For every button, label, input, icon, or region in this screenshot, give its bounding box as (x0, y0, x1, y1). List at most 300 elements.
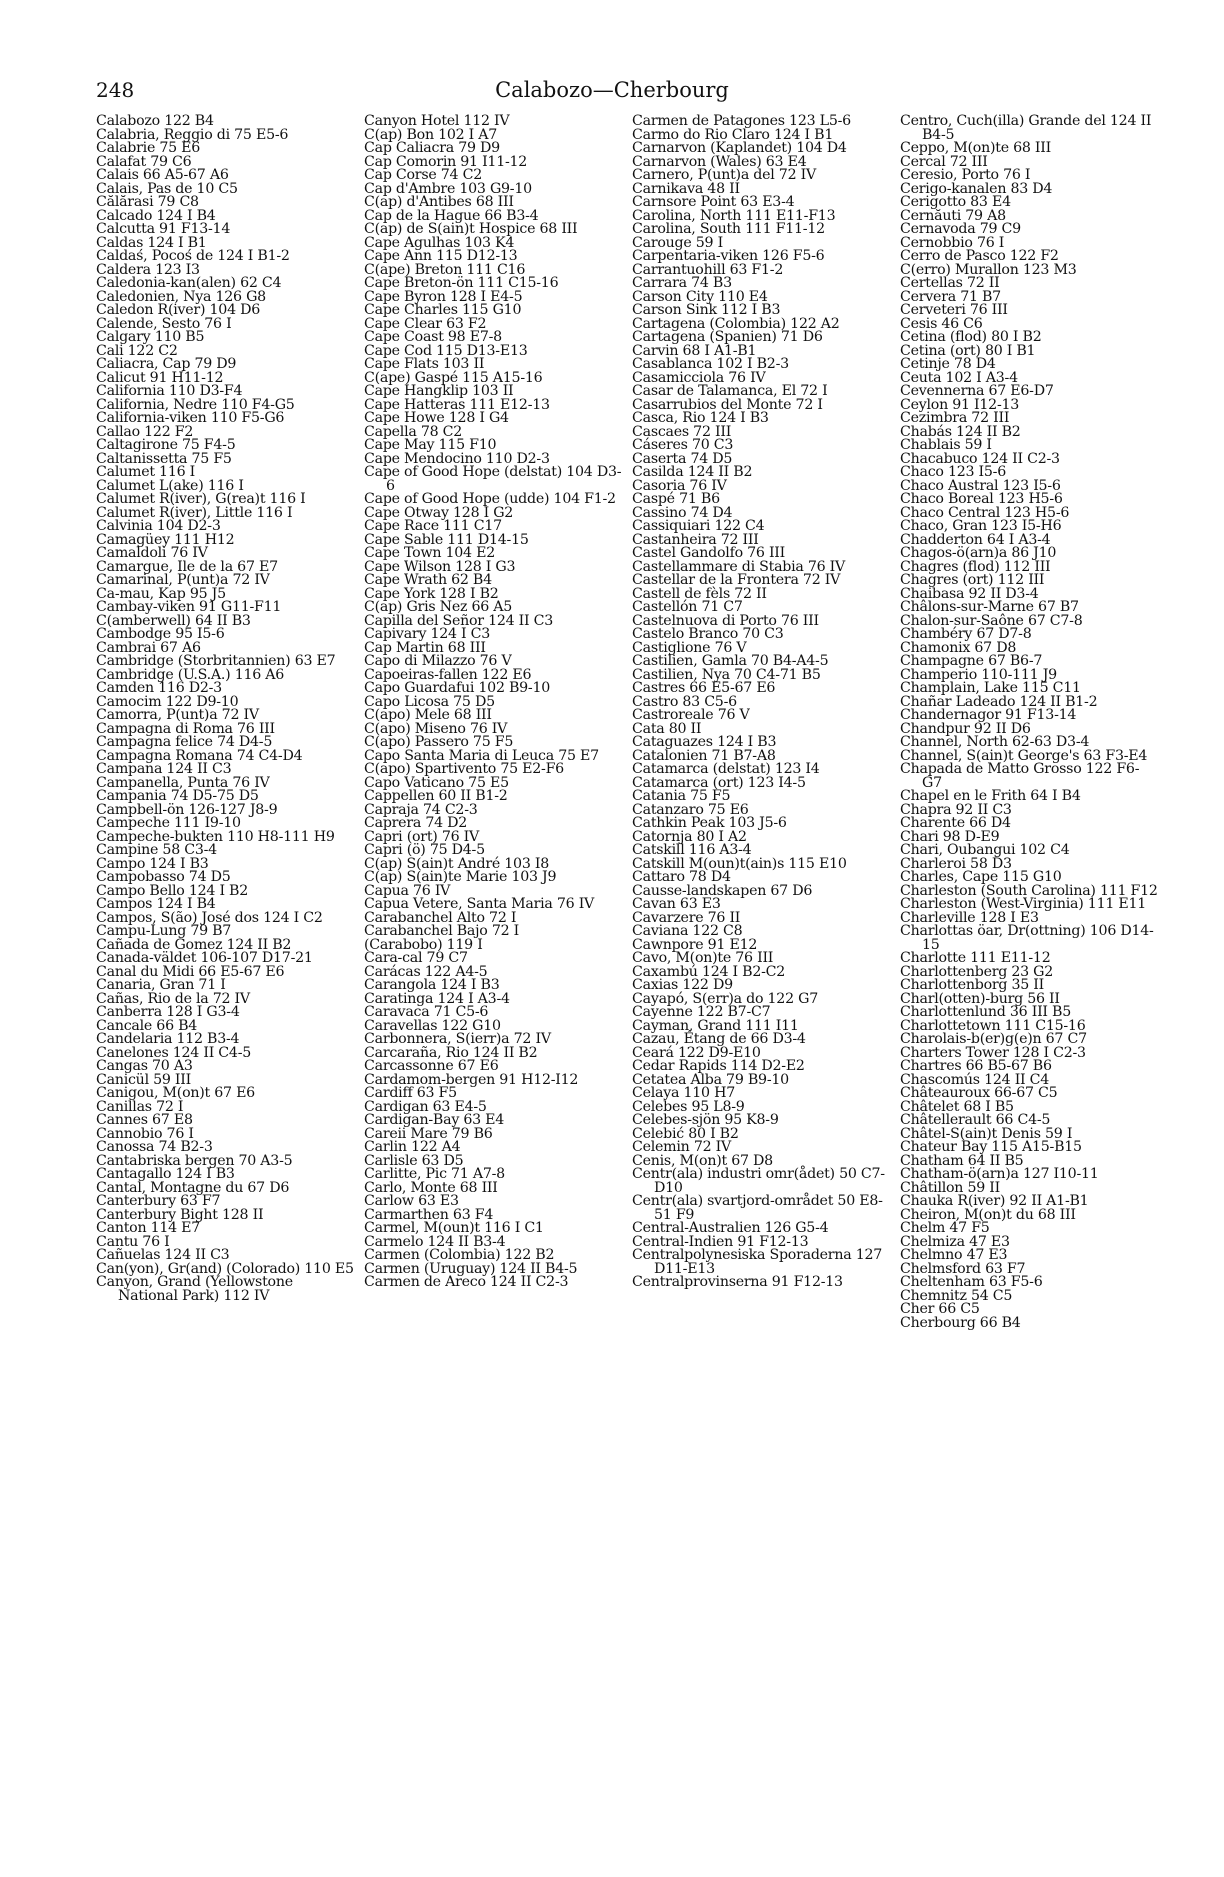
index-entry: Chelmsford 63 F7 (900, 1260, 1026, 1277)
index-entry: Cardigan 63 E4-5 (364, 1098, 487, 1115)
index-entry: Cenis, M(on)t 67 D8 (632, 1152, 773, 1169)
index-entry: Capo Guardafui 102 B9-10 (364, 680, 551, 696)
index-entry: Cheiron, M(on)t du 68 III (900, 1206, 1076, 1223)
index-entry: Calicut 91 H11-12 (96, 369, 224, 386)
index-entry: Carnarvon (Kaplandet) 104 D4 (632, 140, 847, 156)
index-entry: Cape Town 104 E2 (364, 545, 495, 561)
index-entry: Cawnpore 91 E12 (632, 936, 758, 953)
index-entry: Cap Comorin 91 I11-12 (364, 153, 528, 170)
index-entry: Cetina (flod) 80 I B2 (900, 329, 1042, 345)
index-entry: Chelm 47 F5 (900, 1220, 990, 1236)
index-entry: Cherbourg 66 B4 (900, 1314, 1021, 1331)
index-entry: (Carabobo) 119 I (364, 936, 483, 953)
index-entry: Campos, S(ão) José dos 124 I C2 (96, 909, 323, 926)
index-entry: Cape Sable 111 D14-15 (364, 531, 529, 548)
index-entry: Calumet L(ake) 116 I (96, 477, 244, 494)
index-entry: Centralprovinserna 91 F12-13 (632, 1274, 843, 1290)
index-entry: Cathkin Peak 103 J5-6 (632, 815, 787, 831)
index-entry: Caratinga 124 I A3-4 (364, 990, 510, 1007)
index-entry: Cernobbio 76 I (900, 234, 1005, 251)
index-entry: Cali 122 C2 (96, 342, 178, 359)
index-entry: Carangola 124 I B3 (364, 977, 500, 993)
index-entry: Centro, Cuch(illa) Grande del 124 II B4-5 (900, 113, 1152, 143)
index-entry: Callao 122 F2 (96, 423, 194, 440)
index-entry: Cartagena (Spanien) 71 D6 (632, 329, 823, 345)
index-entry: Cayman, Grand 111 I11 (632, 1017, 799, 1034)
index-entry: Cantabriska bergen 70 A3-5 (96, 1152, 293, 1169)
index-entry: Cantu 76 I (96, 1233, 170, 1250)
index-entry: Catalonien 71 B7-A8 (632, 747, 776, 764)
index-entry: Catania 75 F5 (632, 788, 731, 804)
index-entry: Ca-mau, Kap 95 J5 (96, 585, 226, 602)
index-entry: Capella 78 C2 (364, 423, 463, 440)
index-entry: Carmarthen 63 F4 (364, 1206, 494, 1223)
index-entry: Cataguazes 124 I B3 (632, 734, 777, 750)
index-entry: Carmen de Patagones 123 L5-6 (632, 113, 851, 129)
index-entry: Cazau, Étang de 66 D3-4 (632, 1031, 806, 1047)
index-entry: Casamicciola 76 IV (632, 369, 766, 386)
index-entry: C(ap) Gris Nez 66 A5 (364, 599, 513, 615)
index-entry: Caliacra, Cap 79 D9 (96, 356, 237, 372)
index-entry: Celebić 80 I B2 (632, 1125, 739, 1142)
index-entry: C(ap) de S(ain)t Hospice 68 III (364, 221, 578, 237)
index-entry: Cape of Good Hope (udde) 104 F1-2 (364, 491, 616, 507)
index-entry: Chaco Boreal 123 H5-6 (900, 491, 1063, 507)
index-entry: Cerigo-kanalen 83 D4 (900, 180, 1053, 197)
index-entry: Cañas, Rio de la 72 IV (96, 990, 250, 1007)
index-entry: Canillas 72 I (96, 1098, 184, 1115)
index-entry: Cambrai 67 A6 (96, 639, 201, 656)
index-entry: Careii Mare 79 B6 (364, 1125, 493, 1142)
index-entry: Castres 66 E5-67 E6 (632, 680, 776, 696)
index-entry: Charleston (South Carolina) 111 F12 (900, 882, 1158, 899)
index-entry: Caxambú 124 I B2-C2 (632, 963, 786, 980)
index-entry: Chagos-ö(arn)a 86 J10 (900, 545, 1057, 561)
index-entry: Charlotte 111 E11-12 (900, 950, 1051, 966)
index-entry: Carvin 68 I A1-B1 (632, 342, 757, 359)
index-entry: Charlottenborg 35 II (900, 977, 1045, 993)
index-entry: Cannobio 76 I (96, 1125, 194, 1142)
index-entry: Capraja 74 C2-3 (364, 801, 478, 818)
index-entry: Campo Bello 124 I B2 (96, 882, 249, 899)
index-entry: Cap Caliacra 79 D9 (364, 140, 500, 156)
index-entry: Calumet 116 I (96, 464, 195, 480)
index-entry: Channel, North 62-63 D3-4 (900, 734, 1090, 750)
index-entry: Carmelo 124 II B3-4 (364, 1233, 506, 1250)
index-entry: Cambridge (U.S.A.) 116 A6 (96, 666, 285, 683)
index-entry: Calumet R(iver), Little 116 I (96, 504, 293, 521)
index-entry: Carabanchel Bajo 72 I (364, 923, 520, 939)
index-entry: Caxias 122 D9 (632, 977, 733, 993)
index-entry: Charlottas öar, Dr(ottning) 106 D14-15 (900, 923, 1154, 953)
index-entry: Caravaca 71 C5-6 (364, 1004, 489, 1020)
index-entry: Cervera 71 B7 (900, 288, 1001, 305)
index-entry: Charlottenlund 36 III B5 (900, 1004, 1071, 1020)
index-entry: Capri (ö) 75 D4-5 (364, 842, 485, 858)
index-entry: Charlottenberg 23 G2 (900, 963, 1054, 980)
index-entry: Chalon-sur-Saône 67 C7-8 (900, 612, 1083, 629)
index-entry: California, Nedre 110 F4-G5 (96, 396, 295, 413)
index-entry: Carolina, North 111 E11-F13 (632, 207, 836, 224)
index-entry: Central-Australien 126 G5-4 (632, 1220, 829, 1236)
index-entry: C(apo) Mele 68 III (364, 707, 492, 723)
index-entry: Cayenne 122 B7-C7 (632, 1004, 771, 1020)
index-entry: Carmo do Rio Claro 124 I B1 (632, 126, 834, 143)
index-entry: Capoeiras-fallen 122 E6 (364, 666, 532, 683)
index-entry: Cesis 46 C6 (900, 315, 983, 332)
index-entry: Capo di Milazzo 76 V (364, 653, 512, 669)
index-entry: Celebes-sjön 95 K8-9 (632, 1112, 779, 1128)
index-entry: Causse-landskapen 67 D6 (632, 882, 813, 899)
index-entry: Carnikava 48 II (632, 180, 740, 197)
index-entry: Cattaro 78 D4 (632, 869, 731, 885)
index-entry: Carnsore Point 63 E3-4 (632, 194, 795, 210)
index-entry: Canossa 74 B2-3 (96, 1139, 213, 1155)
index-entry: Capo Licosa 75 D5 (364, 693, 495, 710)
index-entry: Casablanca 102 I B2-3 (632, 356, 789, 372)
index-entry: Carrantuohill 63 F1-2 (632, 261, 784, 278)
index-entry: Caldaś, Pocoś de 124 I B1-2 (96, 248, 290, 264)
index-entry: Caltanissetta 75 F5 (96, 450, 232, 467)
index-entry: Casarrubios del Monte 72 I (632, 396, 823, 413)
index-entry: Caledon R(iver) 104 D6 (96, 302, 261, 318)
index-entry: Châtillon 59 II (900, 1179, 1000, 1196)
index-entry: Castelo Branco 70 C3 (632, 626, 784, 642)
index-entry: Carson City 110 E4 (632, 288, 768, 305)
index-entry: C(ap) S(ain)te Marie 103 J9 (364, 869, 557, 885)
index-entry: C(ap) Bon 102 I A7 (364, 126, 498, 143)
index-entry: Cangas 70 A3 (96, 1058, 193, 1074)
index-entry: Charente 66 D4 (900, 815, 1011, 831)
index-entry: Cape Clear 63 F2 (364, 315, 487, 332)
index-entry: Cambridge (Storbritannien) 63 E7 (96, 653, 336, 669)
index-entry: Campania 74 D5-75 D5 (96, 788, 259, 804)
index-entry: Cape Byron 128 I E4-5 (364, 288, 523, 305)
index-entry: Chateur Bay 115 A15-B15 (900, 1139, 1082, 1155)
index-entry: Castilien, Nya 70 C4-71 B5 (632, 666, 821, 683)
index-entry: Calgary 110 B5 (96, 329, 205, 345)
index-entry: Central-Indien 91 F12-13 (632, 1233, 809, 1250)
index-entry: Carson Sink 112 I B3 (632, 302, 781, 318)
index-entry: Calvinia 104 D2-3 (96, 518, 221, 534)
index-entry: Channel, S(ain)t George's 63 F3-E4 (900, 747, 1148, 764)
index-entry: Cape Agulhas 103 K4 (364, 234, 515, 251)
index-entry: Charleroi 58 D3 (900, 855, 1012, 872)
index-entry: Carlitte, Pic 71 A7-8 (364, 1166, 505, 1182)
index-entry: Cape Race 111 C17 (364, 518, 502, 534)
index-entry: Châlons-sur-Marne 67 B7 (900, 599, 1079, 615)
index-entry: Cernavoda 79 C9 (900, 221, 1021, 237)
index-entry: Calumet R(iver), G(rea)t 116 I (96, 491, 306, 507)
index-entry: Castro 83 C5-6 (632, 693, 737, 710)
index-entry: Caledonien, Nya 126 G8 (96, 288, 266, 305)
index-entry: Catornja 80 I A2 (632, 828, 747, 845)
index-entry: Campagna di Roma 76 III (96, 720, 275, 737)
index-entry: Canal du Midi 66 E5-67 E6 (96, 963, 285, 980)
index-entry: Cassino 74 D4 (632, 504, 733, 521)
index-entry: Cape of Good Hope (delstat) 104 D3-6 (364, 464, 622, 494)
index-entry: Canaria, Gran 71 I (96, 977, 226, 993)
index-entry: Cantagallo 124 I B3 (96, 1166, 235, 1182)
index-entry: Canada-väldet 106-107 D17-21 (96, 950, 313, 966)
index-entry: Cavo, M(on)te 76 III (632, 950, 774, 966)
index-entry: Cher 66 C5 (900, 1301, 980, 1317)
index-entry: Canberra 128 I G3-4 (96, 1004, 240, 1020)
index-entry: Carrara 74 B3 (632, 275, 732, 291)
index-entry: Cata 80 II (632, 720, 702, 737)
index-entry: Cape Wrath 62 B4 (364, 572, 492, 588)
index-entry: Canicül 59 III (96, 1071, 191, 1088)
index-entry: Chaco, Gran 123 I5-H6 (900, 518, 1062, 534)
index-entry: Champerio 110-111 J9 (900, 666, 1057, 683)
index-entry: Capilla del Señor 124 II C3 (364, 612, 554, 629)
index-entry: Calafat 79 C6 (96, 153, 192, 170)
index-entry: Ceppo, M(on)te 68 III (900, 140, 1051, 156)
index-entry: Charl(otten)-burg 56 II (900, 990, 1060, 1007)
index-entry: Cara-cal 79 C7 (364, 950, 468, 966)
index-entry: Campobasso 74 D5 (96, 869, 231, 885)
index-entry: Cape Mendocino 110 D2-3 (364, 450, 550, 467)
index-entry: Caravellas 122 G10 (364, 1017, 501, 1034)
index-entry: Cheltenham 63 F5-6 (900, 1274, 1043, 1290)
index-entry: Chandpur 92 II D6 (900, 720, 1031, 737)
index-entry: Capivary 124 I C3 (364, 626, 491, 642)
index-entry: Castanheira 72 III (632, 531, 759, 548)
index-entry: Chañar Ladeado 124 II B1-2 (900, 693, 1098, 710)
index-entry: Centr(ala) svartjord-området 50 E8-51 F9 (632, 1193, 883, 1223)
index-entry: Ceylon 91 I12-13 (900, 396, 1020, 413)
index-entry: Charters Tower 128 I C2-3 (900, 1044, 1086, 1061)
index-entry: Cambay-viken 91 G11-F11 (96, 599, 282, 615)
index-entry: Canyon, Grand (Yellowstone National Park) 112 IV (96, 1274, 293, 1304)
index-entry: Canelones 124 II C4-5 (96, 1044, 252, 1061)
index-entry: Castellón 71 C7 (632, 599, 743, 615)
index-entry: Chelmno 47 E3 (900, 1247, 1008, 1263)
index-entry: Carpentaria-viken 126 F5-6 (632, 248, 825, 264)
index-entry: Campagna felice 74 D4-5 (96, 734, 273, 750)
index-entry: Carnero, P(unt)a del 72 IV (632, 167, 816, 183)
index-entry: Capo Santa Maria di Leuca 75 E7 (364, 747, 599, 764)
index-entry: Carbonnera, S(ierr)a 72 IV (364, 1031, 551, 1047)
index-entry: C(apo) Miseno 76 IV (364, 720, 508, 737)
index-entry: Charlottetown 111 C15-16 (900, 1017, 1086, 1034)
index-entry: Cape York 128 I B2 (364, 585, 499, 602)
index-entry: Chapel en le Frith 64 I B4 (900, 788, 1081, 804)
index-entry: Calende, Sesto 76 I (96, 315, 232, 332)
index-entry: Cassiquiari 122 C4 (632, 518, 765, 534)
index-entry: Cape Hatteras 111 E12-13 (364, 396, 550, 413)
index-entry: Carcaraña, Rio 124 II B2 (364, 1044, 538, 1061)
index-entry: Caprera 74 D2 (364, 815, 468, 831)
index-entry: Castilien, Gamla 70 B4-A4-5 (632, 653, 829, 669)
index-entry: Candelaria 112 B3-4 (96, 1031, 240, 1047)
index-entry: Champagne 67 B6-7 (900, 653, 1043, 669)
index-entry: Chelmiza 47 E3 (900, 1233, 1010, 1250)
index-column-4 (900, 115, 1158, 1330)
index-entry: Castiglione 76 V (632, 639, 747, 656)
index-entry: Ceuta 102 I A3-4 (900, 369, 1018, 386)
page-number: 248 (96, 78, 135, 102)
index-entry: Catskill M(oun)t(ain)s 115 E10 (632, 855, 847, 872)
index-entry: Cetatea Alba 79 B9-10 (632, 1071, 789, 1088)
index-entry: Chandernagor 91 F13-14 (900, 707, 1077, 723)
index-entry: Caltagirone 75 F4-5 (96, 437, 236, 453)
index-entry: Chapada de Matto Grosso 122 F6-G7 (900, 761, 1140, 791)
index-entry: Castell de fèls 72 II (632, 585, 767, 602)
index-entry: Chartres 66 B5-67 B6 (900, 1058, 1052, 1074)
index-column-3 (632, 115, 890, 1290)
index-entry: Cercal 72 III (900, 153, 988, 170)
index-entry: Calabozo 122 B4 (96, 113, 214, 129)
index-entry: Celemin 72 IV (632, 1139, 731, 1155)
index-entry: C(ape) Gaspé 115 A15-16 (364, 369, 543, 386)
index-entry: Chadderton 64 I A3-4 (900, 531, 1051, 548)
index-entry: Chagres (ort) 112 III (900, 572, 1045, 588)
index-entry: Cannes 67 E8 (96, 1112, 193, 1128)
index-entry: Cambodge 95 I5-6 (96, 626, 225, 642)
index-entry: Chaco Central 123 H5-6 (900, 504, 1070, 521)
index-entry: Can(yon), Gr(and) (Colorado) 110 E5 (96, 1260, 354, 1277)
index-entry: Cape Cod 115 D13-E13 (364, 342, 528, 359)
index-entry: Carlow 63 E3 (364, 1193, 459, 1209)
index-entry: Castellammare di Stabia 76 IV (632, 558, 846, 575)
index-entry: Catamarca (ort) 123 I4-5 (632, 774, 806, 791)
index-entry: Calcado 124 I B4 (96, 207, 216, 224)
index-entry: Carmen (Uruguay) 124 II B4-5 (364, 1260, 578, 1277)
index-entry: Centralpolynesiska Sporaderna 127 D11-E13 (632, 1247, 883, 1277)
index-entry: Călărasi 79 C8 (96, 194, 199, 210)
index-entry: Certellas 72 II (900, 275, 1000, 291)
index-entry: Calais, Pas de 10 C5 (96, 180, 238, 197)
index-entry: Canterbury 63 F7 (96, 1193, 221, 1209)
index-entry: Châteauroux 66-67 C5 (900, 1085, 1058, 1101)
index-entry: Chari 98 D-E9 (900, 828, 1000, 845)
index-entry: Cape May 115 F10 (364, 437, 497, 453)
index-entry: Camagüey 111 H12 (96, 531, 235, 548)
index-entry: Catskill 116 A3-4 (632, 842, 752, 858)
index-entry: Cetinje 78 D4 (900, 356, 996, 372)
index-entry: Cartagena (Colombia) 122 A2 (632, 315, 840, 332)
index-entry: Catamarca (delstat) 123 I4 (632, 761, 820, 777)
index-entry: Cape Wilson 128 I G3 (364, 558, 516, 575)
index-entry: Canyon Hotel 112 IV (364, 113, 510, 129)
index-entry: Castelnuova di Porto 76 III (632, 612, 819, 629)
index-entry: Châtel-S(ain)t Denis 59 I (900, 1125, 1073, 1142)
index-entry: Cañada de Gomez 124 II B2 (96, 936, 292, 953)
index-entry: Cavan 63 E3 (632, 896, 721, 912)
index-entry: Camden 116 D2-3 (96, 680, 222, 696)
index-entry: Campo 124 I B3 (96, 855, 209, 872)
index-column-1 (96, 115, 354, 1303)
index-entry: California 110 D3-F4 (96, 383, 243, 399)
index-entry: Chapra 92 II C3 (900, 801, 1012, 818)
index-entry: Casilda 124 II B2 (632, 464, 753, 480)
index-entry: Capua 76 IV (364, 882, 451, 899)
index-entry: Campana 124 II C3 (96, 761, 232, 777)
index-entry: California-viken 110 F5-G6 (96, 410, 285, 426)
index-entry: C(ap) d'Antibes 68 III (364, 194, 514, 210)
index-entry: Camocim 122 D9-10 (96, 693, 239, 710)
index-entry: Châtelet 68 I B5 (900, 1098, 1014, 1115)
index-entry: Carácas 122 A4-5 (364, 963, 488, 980)
index-entry: Cerveteri 76 III (900, 302, 1008, 318)
index-entry: Cezimbra 72 III (900, 410, 1010, 426)
index-entry: Celebes 95 L8-9 (632, 1098, 745, 1115)
index-entry: Caldera 123 I3 (96, 261, 200, 278)
index-entry: Castroreale 76 V (632, 707, 750, 723)
index-entry: Chaibasa 92 II D3-4 (900, 585, 1039, 602)
index-entry: Carnarvon (Wales) 63 E4 (632, 153, 807, 170)
index-entry: Cape Otway 128 I G2 (364, 504, 514, 521)
index-entry: Carolina, South 111 F11-12 (632, 221, 825, 237)
index-entry: Cañuelas 124 II C3 (96, 1247, 230, 1263)
index-entry: Carmen de Areco 124 II C2-3 (364, 1274, 569, 1290)
index-entry: Carmel, M(oun)t 116 I C1 (364, 1220, 544, 1236)
index-entry: Calcutta 91 F13-14 (96, 221, 231, 237)
index-entry: Cayapó, S(err)a do 122 G7 (632, 990, 818, 1007)
index-entry: Carcassonne 67 E6 (364, 1058, 499, 1074)
index-entry: Campeche 111 I9-10 (96, 815, 241, 831)
index-entry: Champlain, Lake 115 C11 (900, 680, 1081, 696)
index-entry: Caspé 71 B6 (632, 491, 720, 507)
index-entry: Carlin 122 A4 (364, 1139, 461, 1155)
index-entry: Campagna Romana 74 C4-D4 (96, 747, 303, 764)
index-entry: Chauka R(iver) 92 II A1-B1 (900, 1193, 1089, 1209)
index-entry: Capri (ort) 76 IV (364, 828, 479, 845)
index-entry: Capua Vetere, Santa Maria 76 IV (364, 896, 595, 912)
index-entry: Chemnitz 54 C5 (900, 1287, 1013, 1304)
index-entry: C(apo) Spartivento 75 E2-F6 (364, 761, 564, 777)
index-entry: Cavarzere 76 II (632, 909, 741, 926)
index-entry: Charles, Cape 115 G10 (900, 869, 1062, 885)
index-entry: Cap Martin 68 III (364, 639, 486, 656)
index-entry: Chatham-ö(arn)a 127 I10-11 (900, 1166, 1099, 1182)
index-entry: Cape Ann 115 D12-13 (364, 248, 518, 264)
index-entry: Cantal, Montagne du 67 D6 (96, 1179, 290, 1196)
index-entry: Chamonix 67 D8 (900, 639, 1017, 656)
index-entry: Chabás 124 II B2 (900, 423, 1021, 440)
index-entry: Cape Coast 98 E7-8 (364, 329, 502, 345)
index-entry: Chablais 59 I (900, 437, 992, 453)
index-entry: Cernăuti 79 A8 (900, 207, 1006, 224)
index-entry: Casoria 76 IV (632, 477, 727, 494)
index-entry: Cappellen 60 II B1-2 (364, 788, 508, 804)
index-entry: Carlisle 63 D5 (364, 1152, 464, 1169)
index-entry: Cape Charles 115 G10 (364, 302, 522, 318)
index-entry: Calabria, Reggio di 75 E5-6 (96, 126, 289, 143)
index-entry: C(apo) Passero 75 F5 (364, 734, 514, 750)
index-entry: Campanella, Punta 76 IV (96, 774, 270, 791)
index-entry: Chatham 64 II B5 (900, 1152, 1024, 1169)
index-entry: Campos 124 I B4 (96, 896, 216, 912)
index-entry: Ceará 122 D9-E10 (632, 1044, 761, 1061)
index-entry: Chaco 123 I5-6 (900, 464, 1006, 480)
index-entry: Camargue, Ile de la 67 E7 (96, 558, 278, 575)
index-entry: C(amberwell) 64 II B3 (96, 612, 251, 629)
index-entry: Camorra, P(unt)a 72 IV (96, 707, 259, 723)
index-entry: C(ape) Breton 111 C16 (364, 261, 526, 278)
index-entry: Ceresio, Porto 76 I (900, 167, 1031, 183)
index-entry: Charleston (West-Virginia) 111 E11 (900, 896, 1147, 912)
index-entry: Campbell-ön 126-127 J8-9 (96, 801, 278, 818)
index-entry: Chari, Oubangui 102 C4 (900, 842, 1070, 858)
index-entry: Caviana 122 C8 (632, 923, 743, 939)
index-entry: Campu-Lung 79 B7 (96, 923, 232, 939)
index-entry: Caldas 124 I B1 (96, 234, 207, 251)
index-entry: Chacabuco 124 II C2-3 (900, 450, 1060, 467)
index-entry: Cap Corse 74 C2 (364, 167, 482, 183)
index-entry: Cancale 66 B4 (96, 1017, 198, 1034)
